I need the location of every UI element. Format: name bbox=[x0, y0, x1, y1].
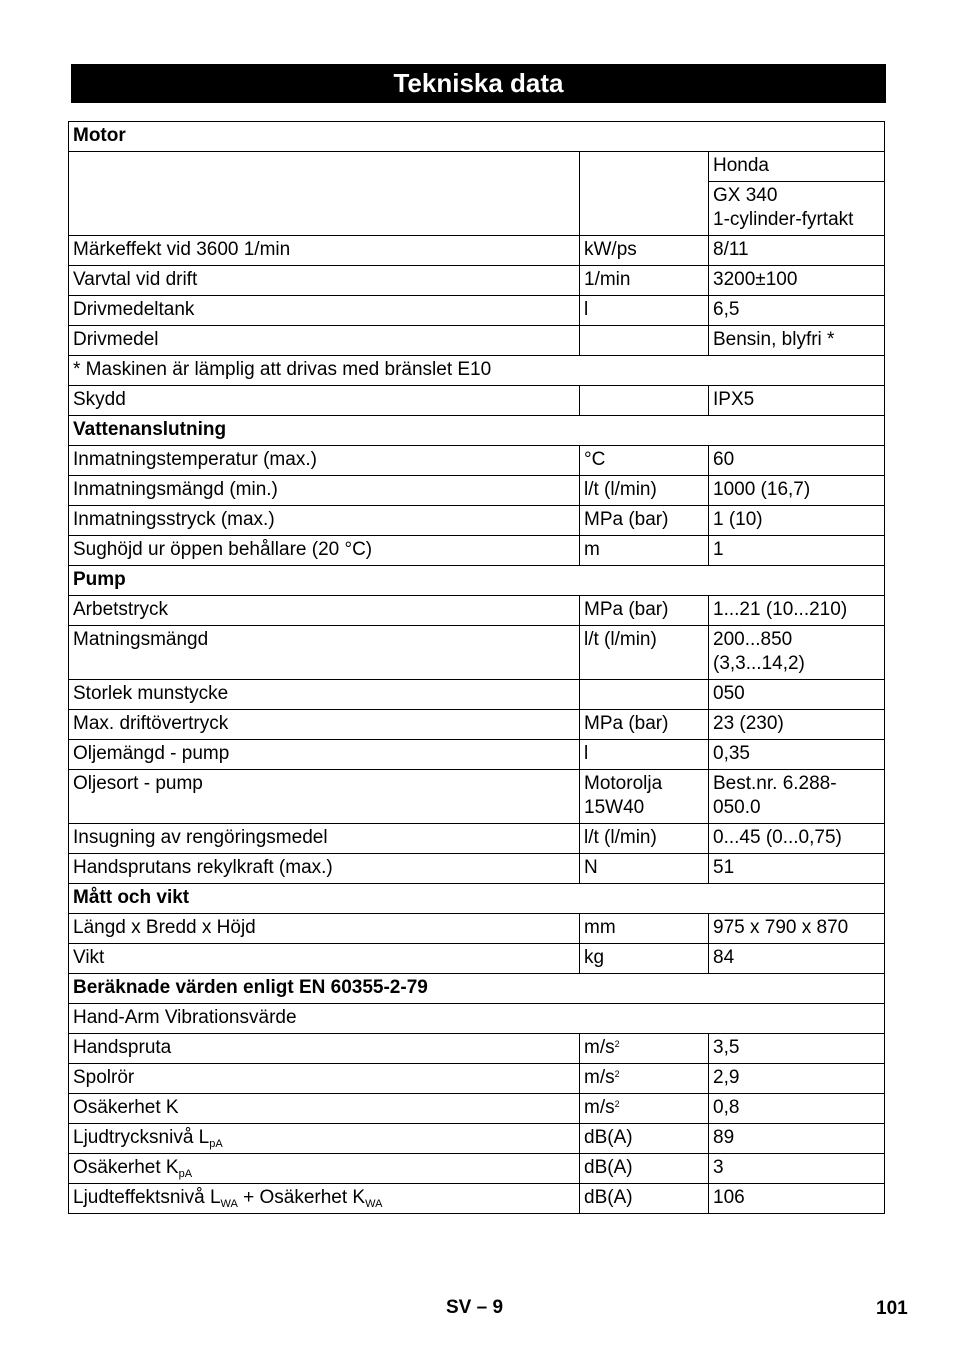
row-value: 8/11 bbox=[709, 236, 885, 266]
row-unit: dB(A) bbox=[580, 1124, 709, 1154]
row-unit: dB(A) bbox=[580, 1184, 709, 1214]
row-unit: MPa (bar) bbox=[580, 596, 709, 626]
row-value: 0,35 bbox=[709, 740, 885, 770]
table-row bbox=[69, 1124, 885, 1154]
row-unit: $m/s^2$ bbox=[580, 1034, 709, 1064]
row-label: Max. driftövertryck bbox=[69, 710, 580, 740]
row-unit: $m/s^2$ bbox=[580, 1094, 709, 1124]
section-row bbox=[69, 416, 885, 446]
row-label: Oljesort - pump bbox=[69, 770, 580, 824]
table-row bbox=[69, 854, 885, 884]
table-row bbox=[69, 626, 885, 680]
table-row bbox=[69, 506, 885, 536]
row-unit: l/t (l/min) bbox=[580, 626, 709, 680]
row-unit: l bbox=[580, 740, 709, 770]
row-label: Ljudteffektsnivå $L_{WA}$ + Osäkerhet $K_{WA}$ bbox=[69, 1184, 580, 1214]
engine-identity-cell bbox=[709, 152, 885, 236]
row-value: 1...21 (10...210) bbox=[709, 596, 885, 626]
row-label: Skydd bbox=[69, 386, 580, 416]
fuel-note: * Maskinen är lämplig att drivas med bränslet E10 bbox=[69, 356, 885, 386]
row-unit bbox=[580, 680, 709, 710]
empty-cell bbox=[580, 152, 709, 236]
row-label: Vikt bbox=[69, 944, 580, 974]
footer-section-label: SV – 9 bbox=[446, 1297, 504, 1318]
row-label: Inmatningsstryck (max.) bbox=[69, 506, 580, 536]
row-value: Best.nr. 6.288- 050.0 bbox=[709, 770, 885, 824]
row-label: Matningsmängd bbox=[69, 626, 580, 680]
section-header-pump: Pump bbox=[69, 566, 885, 596]
table-row bbox=[69, 386, 885, 416]
table-row bbox=[69, 596, 885, 626]
table-row bbox=[69, 266, 885, 296]
row-unit: l bbox=[580, 296, 709, 326]
table-row bbox=[69, 446, 885, 476]
row-value: 1 bbox=[709, 536, 885, 566]
tech-data-table bbox=[68, 121, 885, 1214]
row-value: 106 bbox=[709, 1184, 885, 1214]
row-value: 975 x 790 x 870 bbox=[709, 914, 885, 944]
section-row bbox=[69, 566, 885, 596]
row-label: Inmatningstemperatur (max.) bbox=[69, 446, 580, 476]
row-label: Drivmedeltank bbox=[69, 296, 580, 326]
row-value: Bensin, blyfri * bbox=[709, 326, 885, 356]
table-row bbox=[69, 1154, 885, 1184]
row-value: 0,8 bbox=[709, 1094, 885, 1124]
note-row bbox=[69, 356, 885, 386]
row-label: Storlek munstycke bbox=[69, 680, 580, 710]
row-label: Spolrör bbox=[69, 1064, 580, 1094]
row-value: 1000 (16,7) bbox=[709, 476, 885, 506]
row-value: 0...45 (0...0,75) bbox=[709, 824, 885, 854]
row-unit: l/t (l/min) bbox=[580, 476, 709, 506]
row-unit bbox=[580, 326, 709, 356]
table-row bbox=[69, 326, 885, 356]
table-row bbox=[69, 680, 885, 710]
section-header-dims: Mått och vikt bbox=[69, 884, 885, 914]
row-value: 2,9 bbox=[709, 1064, 885, 1094]
section-row bbox=[69, 884, 885, 914]
row-unit: mm bbox=[580, 914, 709, 944]
table-row bbox=[69, 476, 885, 506]
row-label: Drivmedel bbox=[69, 326, 580, 356]
row-unit: m bbox=[580, 536, 709, 566]
table-row bbox=[69, 1064, 885, 1094]
engine-make: Honda bbox=[713, 155, 769, 176]
row-unit: kg bbox=[580, 944, 709, 974]
section-header-water: Vattenanslutning bbox=[69, 416, 885, 446]
row-value: 89 bbox=[709, 1124, 885, 1154]
row-label: Varvtal vid drift bbox=[69, 266, 580, 296]
row-unit: N bbox=[580, 854, 709, 884]
row-value: 3,5 bbox=[709, 1034, 885, 1064]
row-unit bbox=[580, 386, 709, 416]
table-row bbox=[69, 1094, 885, 1124]
row-value: 1 (10) bbox=[709, 506, 885, 536]
table-row bbox=[69, 710, 885, 740]
row-value: 3200±100 bbox=[709, 266, 885, 296]
row-value: 200...850 (3,3...14,2) bbox=[709, 626, 885, 680]
row-value: 3 bbox=[709, 1154, 885, 1184]
engine-model: GX 340 1-cylinder-fyrtakt bbox=[709, 181, 884, 235]
row-unit: dB(A) bbox=[580, 1154, 709, 1184]
table-row bbox=[69, 296, 885, 326]
row-value: 84 bbox=[709, 944, 885, 974]
table-row bbox=[69, 1034, 885, 1064]
table-row bbox=[69, 914, 885, 944]
row-label: Sughöjd ur öppen behållare (20 °C) bbox=[69, 536, 580, 566]
table-row bbox=[69, 944, 885, 974]
row-label: Längd x Bredd x Höjd bbox=[69, 914, 580, 944]
row-value: 050 bbox=[709, 680, 885, 710]
row-value: 60 bbox=[709, 446, 885, 476]
row-value: IPX5 bbox=[709, 386, 885, 416]
table-row bbox=[69, 770, 885, 824]
table-row bbox=[69, 236, 885, 266]
table-row bbox=[69, 536, 885, 566]
row-label: Märkeffekt vid 3600 1/min bbox=[69, 236, 580, 266]
row-unit: MPa (bar) bbox=[580, 710, 709, 740]
row-unit: °C bbox=[580, 446, 709, 476]
row-label: Ljudtrycksnivå $L_{pA}$ bbox=[69, 1124, 580, 1154]
row-unit: 1/min bbox=[580, 266, 709, 296]
table-row bbox=[69, 824, 885, 854]
row-label: Osäkerhet K bbox=[69, 1094, 580, 1124]
page-title: Tekniska data bbox=[71, 64, 886, 103]
row-value: 6,5 bbox=[709, 296, 885, 326]
table-row bbox=[69, 1184, 885, 1214]
section-row bbox=[69, 122, 885, 152]
row-label: Handspruta bbox=[69, 1034, 580, 1064]
row-label: Oljemängd - pump bbox=[69, 740, 580, 770]
row-label: Handsprutans rekylkraft (max.) bbox=[69, 854, 580, 884]
table-row bbox=[69, 740, 885, 770]
section-row bbox=[69, 974, 885, 1004]
page-number: 101 bbox=[876, 1298, 908, 1319]
row-unit: l/t (l/min) bbox=[580, 824, 709, 854]
row-label: Arbetstryck bbox=[69, 596, 580, 626]
row-label: Insugning av rengöringsmedel bbox=[69, 824, 580, 854]
subheader-row bbox=[69, 1004, 885, 1034]
row-value: 23 (230) bbox=[709, 710, 885, 740]
row-label: Osäkerhet $K_{pA}$ bbox=[69, 1154, 580, 1184]
section-header-motor: Motor bbox=[69, 122, 885, 152]
row-unit: Motorolja 15W40 bbox=[580, 770, 709, 824]
section-header-calc: Beräknade värden enligt EN 60355-2-79 bbox=[69, 974, 885, 1004]
engine-identity-row bbox=[69, 152, 885, 236]
row-value: 51 bbox=[709, 854, 885, 884]
row-unit: kW/ps bbox=[580, 236, 709, 266]
row-unit: MPa (bar) bbox=[580, 506, 709, 536]
vibration-header: Hand-Arm Vibrationsvärde bbox=[69, 1004, 885, 1034]
empty-cell bbox=[69, 152, 580, 236]
row-label: Inmatningsmängd (min.) bbox=[69, 476, 580, 506]
row-unit: $m/s^2$ bbox=[580, 1064, 709, 1094]
